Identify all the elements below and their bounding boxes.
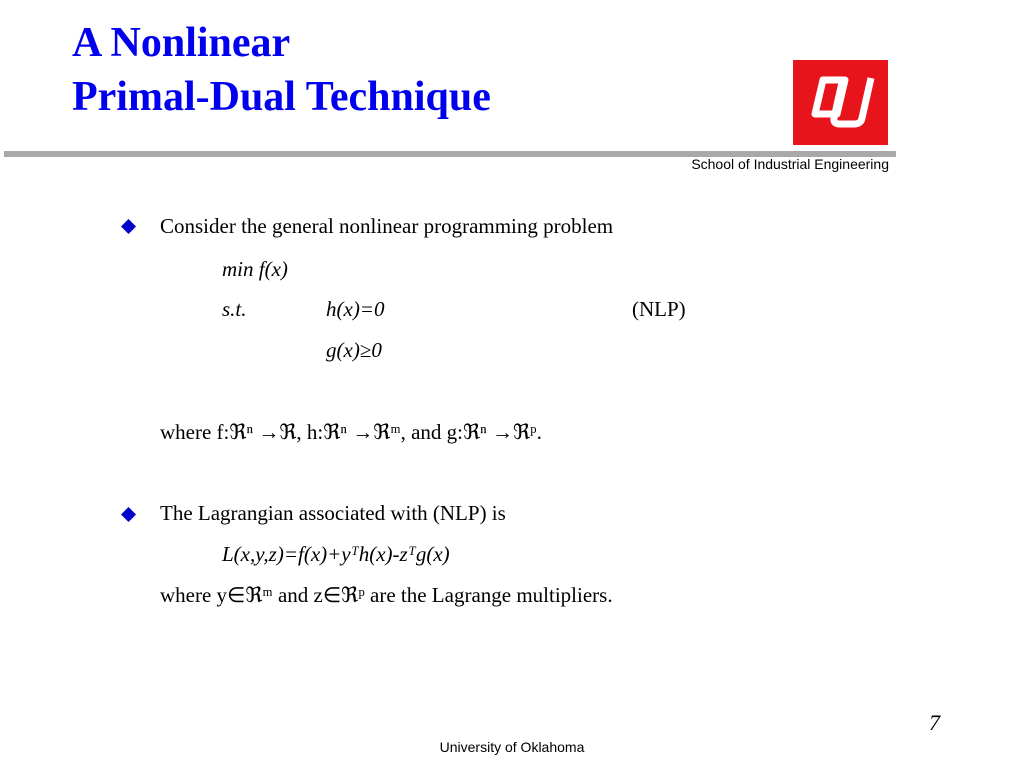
title-line-1: A Nonlinear <box>72 20 291 66</box>
bullet-1-text: Consider the general nonlinear programming problem <box>160 214 614 238</box>
diamond-bullet-icon <box>121 507 136 522</box>
slide-title <box>72 16 491 124</box>
domain-description: where f:ℜⁿ →ℜ, h:ℜⁿ →ℜᵐ, and g:ℜⁿ →ℜᵖ. <box>160 420 542 444</box>
inequality-constraint: g(x)≥0 <box>326 338 382 362</box>
lagrangian-formula: L(x,y,z)=f(x)+yᵀh(x)-zᵀg(x) <box>222 542 450 566</box>
page-number: 7 <box>929 710 940 735</box>
subject-to-label: s.t. <box>222 297 247 321</box>
diamond-bullet-icon <box>121 219 136 234</box>
equality-constraint: h(x)=0 <box>326 297 385 321</box>
footer-text: University of Oklahoma <box>439 739 585 755</box>
ou-logo-icon <box>793 60 888 145</box>
problem-label: (NLP) <box>632 297 686 321</box>
bullet-2-text: The Lagrangian associated with (NLP) is <box>160 501 506 525</box>
title-line-2: Primal-Dual Technique <box>72 74 491 120</box>
objective-function: min f(x) <box>222 257 288 281</box>
department-label: School of Industrial Engineering <box>691 156 889 172</box>
multipliers-description: where y∈ℜᵐ and z∈ℜᵖ are the Lagrange multipliers. <box>160 583 613 607</box>
